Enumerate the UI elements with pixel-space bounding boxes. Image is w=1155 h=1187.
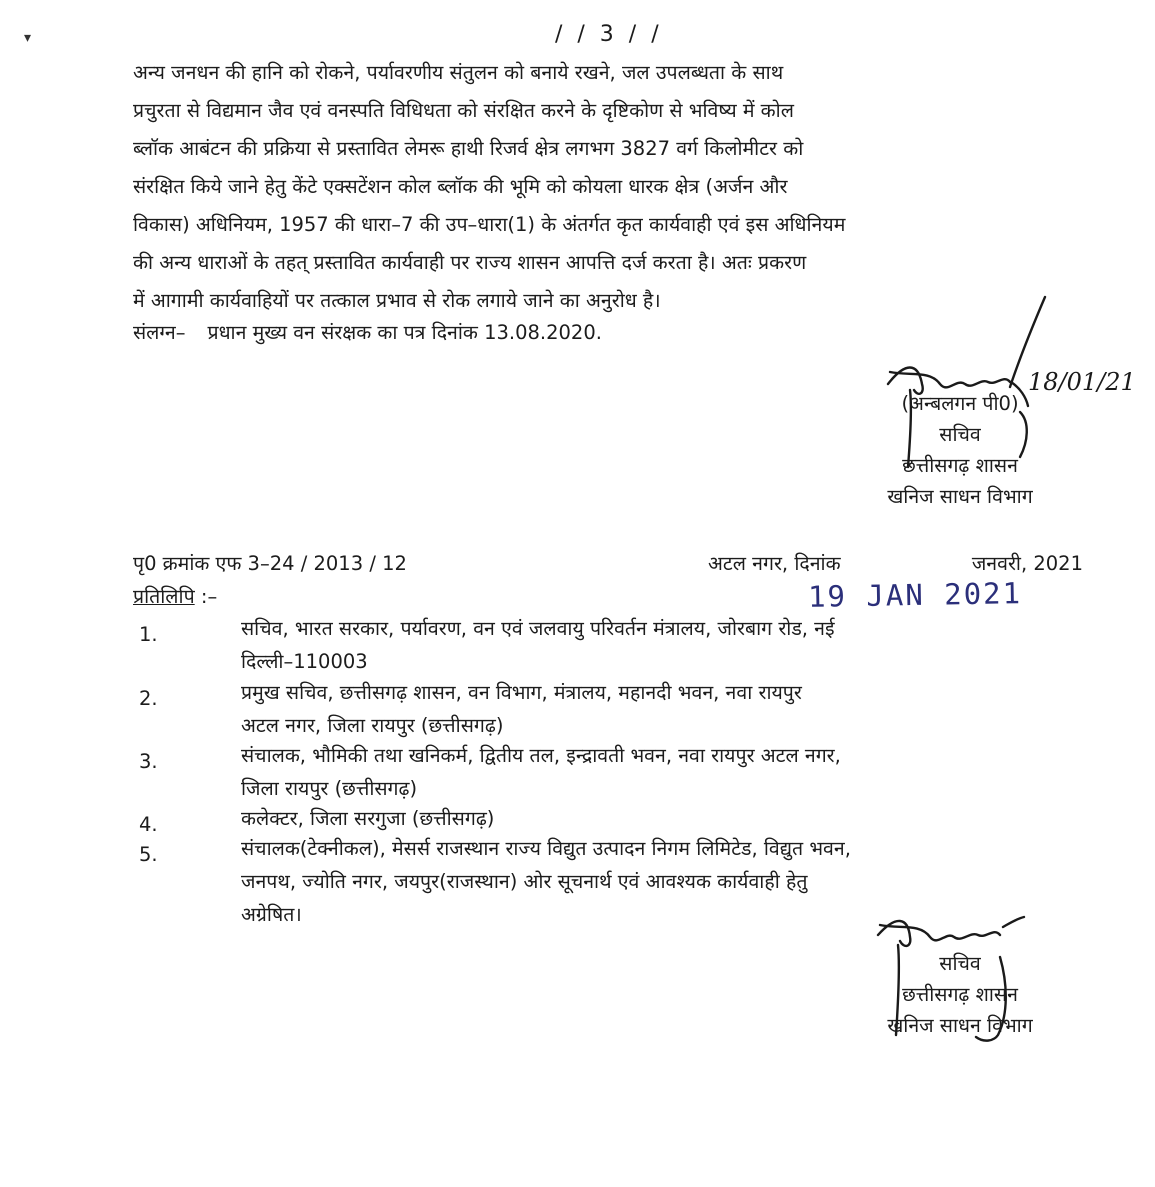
copy-to-line: जिला रायपुर (छत्तीसगढ़) [241,777,418,800]
date-stamp: 19 JAN 2021 [807,576,1023,614]
enclosure-note [133,318,602,348]
copy-to-line: संचालक, भौमिकी तथा खनिकर्म, द्वितीय तल, इन्द्रावती भवन, नवा रायपुर अटल नगर, [241,744,841,767]
copy-to-line: अटल नगर, जिला रायपुर (छत्तीसगढ़) [241,714,504,737]
paragraph-line: की अन्य धाराओं के तहत् प्रस्तावित कार्यवाही पर राज्य शासन आपत्ति दर्ज करता है। अतः प्रकरण [133,251,807,274]
copy-to-heading [133,582,217,612]
copy-to-line: सचिव, भारत सरकार, पर्यावरण, वन एवं जलवायु परिवर्तन मंत्रालय, जोरबाग रोड, नई [241,617,835,640]
handwritten-date: 18/01/21 [1028,368,1136,396]
paragraph-line: में आगामी कार्यवाहियों पर तत्काल प्रभाव से रोक लगाये जाने का अनुरोध है। [133,289,661,312]
copy-to-number: 5. [139,843,158,866]
copy-to-suffix: :– [194,585,218,608]
copy-to-line: अग्रेषित। [241,903,302,926]
page-corner-mark: ▾ [24,30,32,46]
copy-to-line: प्रमुख सचिव, छत्तीसगढ़ शासन, वन विभाग, मंत्रालय, महानदी भवन, नवा रायपुर [241,681,802,704]
copy-to-line: कलेक्टर, जिला सरगुजा (छत्तीसगढ़) [241,807,495,830]
copy-to-line: दिल्ली–110003 [241,650,368,673]
copy-to-text [241,802,1083,835]
reference-place: अटल नगर, दिनांक [708,552,841,575]
reference-date: जनवरी, 2021 [971,552,1083,575]
signatory-title: सचिव [939,952,981,975]
copy-to-number: 3. [139,750,158,773]
body-paragraph [133,54,1081,320]
enclosure-label: संलग्न– [133,321,186,344]
copy-to-number: 2. [139,687,158,710]
paragraph-line: प्रचुरता से विद्यमान जैव एवं वनस्पति विधिधता को संरक्षित करने के दृष्टिकोण से भविष्य में कोल [133,99,794,122]
page-number: / / 3 / / [555,22,663,47]
copy-to-text [241,612,1083,678]
enclosure-text: प्रधान मुख्य वन संरक्षक का पत्र दिनांक 13.08.2020. [207,321,602,344]
copy-to-line: संचालक(टेक्नीकल), मेसर्स राजस्थान राज्य विद्युत उत्पादन निगम लिमिटेड, विद्युत भवन, [241,837,851,860]
copy-to-text [241,676,1083,742]
signatory-block-1 [845,388,1075,512]
paragraph-line: अन्य जनधन की हानि को रोकने, पर्यावरणीय संतुलन को बनाये रखने, जल उपलब्धता के साथ [133,61,784,84]
signatory-government: छत्तीसगढ़ शासन [902,983,1018,1006]
copy-to-text [241,739,1083,805]
paragraph-line: ब्लॉक आबंटन की प्रक्रिया से प्रस्तावित लेमरू हाथी रिजर्व क्षेत्र लगभग 3827 वर्ग किलोमीटर को [133,137,804,160]
signatory-department: खनिज साधन विभाग [887,485,1033,508]
copy-to-line: जनपथ, ज्योति नगर, जयपुर(राजस्थान) ओर सूचनार्थ एवं आवश्यक कार्यवाही हेतु [241,870,808,893]
reference-number: पृ0 क्रमांक एफ 3–24 / 2013 / 12 [133,552,407,575]
signatory-block-2 [845,948,1075,1041]
copy-to-number: 1. [139,623,158,646]
paragraph-line: संरक्षित किये जाने हेतु केंटे एक्सटेंशन कोल ब्लॉक की भूमि को कोयला धारक क्षेत्र (अर्जन और [133,175,788,198]
copy-to-label: प्रतिलिपि [133,585,195,608]
signatory-title: सचिव [939,423,981,446]
signatory-name: (अन्बलगन पी0) [901,392,1019,415]
signatory-department: खनिज साधन विभाग [887,1014,1033,1037]
paragraph-line: विकास) अधिनियम, 1957 की धारा–7 की उप–धारा(1) के अंतर्गत कृत कार्यवाही एवं इस अधिनियम [133,213,846,236]
signatory-government: छत्तीसगढ़ शासन [902,454,1018,477]
copy-to-number: 4. [139,813,158,836]
